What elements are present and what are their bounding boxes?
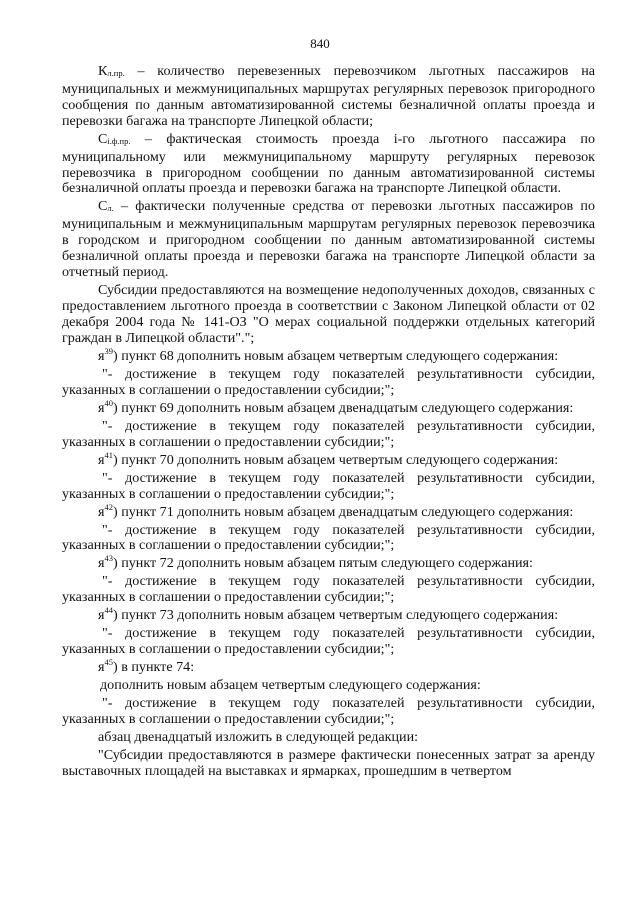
paragraph-text: – количество перевезенных перевозчиком льготных пассажиров на муниципальных и межмуниципальных маршрутах регулярных перевозок пригородного сообщения по данным автоматизированной системы безналичной оплаты проезда и перевозки багажа на транспорте Липецкой области; [62, 63, 595, 129]
quote-44: "- достижение в текущем году показателей результативности субсидии, указанных в соглашении о предоставлении субсидии;"; [62, 625, 595, 658]
item-text: ) пункт 72 дополнить новым абзацем пятым следующего содержания: [112, 555, 533, 572]
item-superscript: 41 [104, 449, 113, 460]
item-text: ) пункт 68 дополнить новым абзацем четвертым следующего содержания: [112, 347, 559, 364]
item-superscript: 43 [104, 553, 113, 564]
formula-subscript: i.ф.пр. [107, 135, 131, 146]
item-text: ) пункт 73 дополнить новым абзацем четвертым следующего содержания: [112, 607, 559, 624]
formula-symbol: С [98, 130, 108, 147]
paragraph-c-ifpr [62, 132, 595, 198]
paragraph-k-lpr [62, 64, 595, 130]
formula-subscript: л. [107, 203, 114, 214]
document-body [62, 64, 595, 782]
paragraph-subsidies: Субсидии предоставляются на возмещение недополученных доходов, связанных с предоставлением льготного проезда в соответствии с Законом Липецкой области от 02 декабря 2004 года № 141-ОЗ "О мерах социальной поддержки отдельных категорий граждан в Липецкой области"."; [62, 282, 595, 346]
quote-45: "- достижение в текущем году показателей результативности субсидии, указанных в соглашении о предоставлении субсидии;"; [62, 695, 595, 728]
item-42 [62, 501, 595, 521]
item-39 [62, 345, 595, 365]
paragraph-subsidies-rent: "Субсидии предоставляются в размере фактически понесенных затрат за аренду выставочных площадей на выставках и ярмарках, прошедшим в четвертом [62, 747, 595, 780]
paragraph-text: – фактически полученные средства от перевозки льготных пассажиров по муниципальным и межмуниципальным маршрутам регулярных перевозок перевозчика в городском и пригородном сообщении по данным автоматизированной системы безналичной оплаты проезда и перевозки багажа на транспорте Липецкой области за отчетный период. [62, 198, 595, 281]
item-letter: я [98, 399, 105, 416]
quote-40: "- достижение в текущем году показателей результативности субсидии, указанных в соглашении о предоставлении субсидии;"; [62, 417, 595, 450]
item-superscript: 40 [104, 397, 113, 408]
item-superscript: 39 [104, 345, 113, 356]
item-superscript: 42 [104, 501, 113, 512]
item-letter: я [98, 607, 105, 624]
quote-41: "- достижение в текущем году показателей результативности субсидии, указанных в соглашении о предоставлении субсидии;"; [62, 469, 595, 502]
item-superscript: 45 [104, 657, 113, 668]
item-letter: я [98, 503, 105, 520]
paragraph-text: – фактическая стоимость проезда i-го льготного пассажира по муниципальному или межмуниципальному маршруту регулярных перевозок перевозчика в пригородном сообщении по данным автоматизированной системы безналичной оплаты проезда и перевозки багажа на транспорте Липецкой области. [62, 130, 595, 197]
paragraph-redaction: абзац двенадцатый изложить в следующей редакции: [98, 729, 419, 746]
item-43 [62, 553, 595, 572]
formula-symbol: С [98, 198, 108, 215]
item-41 [62, 449, 595, 469]
quote-39: "- достижение в текущем году показателей результативности субсидии, указанных в соглашении о предоставлении субсидии;"; [62, 365, 595, 398]
item-text: ) пункт 71 дополнить новым абзацем двенадцатым следующего содержания: [112, 503, 574, 520]
item-45 [62, 657, 595, 676]
item-letter: я [98, 555, 105, 572]
page-number: 840 [310, 36, 330, 51]
item-text: ) пункт 70 дополнить новым абзацем четвертым следующего содержания: [112, 451, 559, 468]
formula-subscript: л.пр. [107, 68, 125, 78]
item-letter: я [98, 347, 105, 364]
formula-symbol: К [98, 63, 108, 79]
paragraph-c-l [62, 199, 595, 281]
item-text: ) в пункте 74: [112, 659, 195, 676]
paragraph-add-fourth: дополнить новым абзацем четвертым следующего содержания: [100, 677, 481, 694]
quote-42: "- достижение в текущем году показателей результативности субсидии, указанных в соглашении о предоставлении субсидии;"; [62, 521, 595, 554]
item-letter: я [98, 659, 105, 676]
item-letter: я [98, 451, 105, 468]
item-text: ) пункт 69 дополнить новым абзацем двенадцатым следующего содержания: [112, 399, 574, 416]
item-superscript: 44 [104, 605, 113, 616]
quote-43: "- достижение в текущем году показателей результативности субсидии, указанных в соглашении о предоставлении субсидии;"; [62, 573, 595, 606]
item-44 [62, 605, 595, 624]
item-40 [62, 397, 595, 417]
